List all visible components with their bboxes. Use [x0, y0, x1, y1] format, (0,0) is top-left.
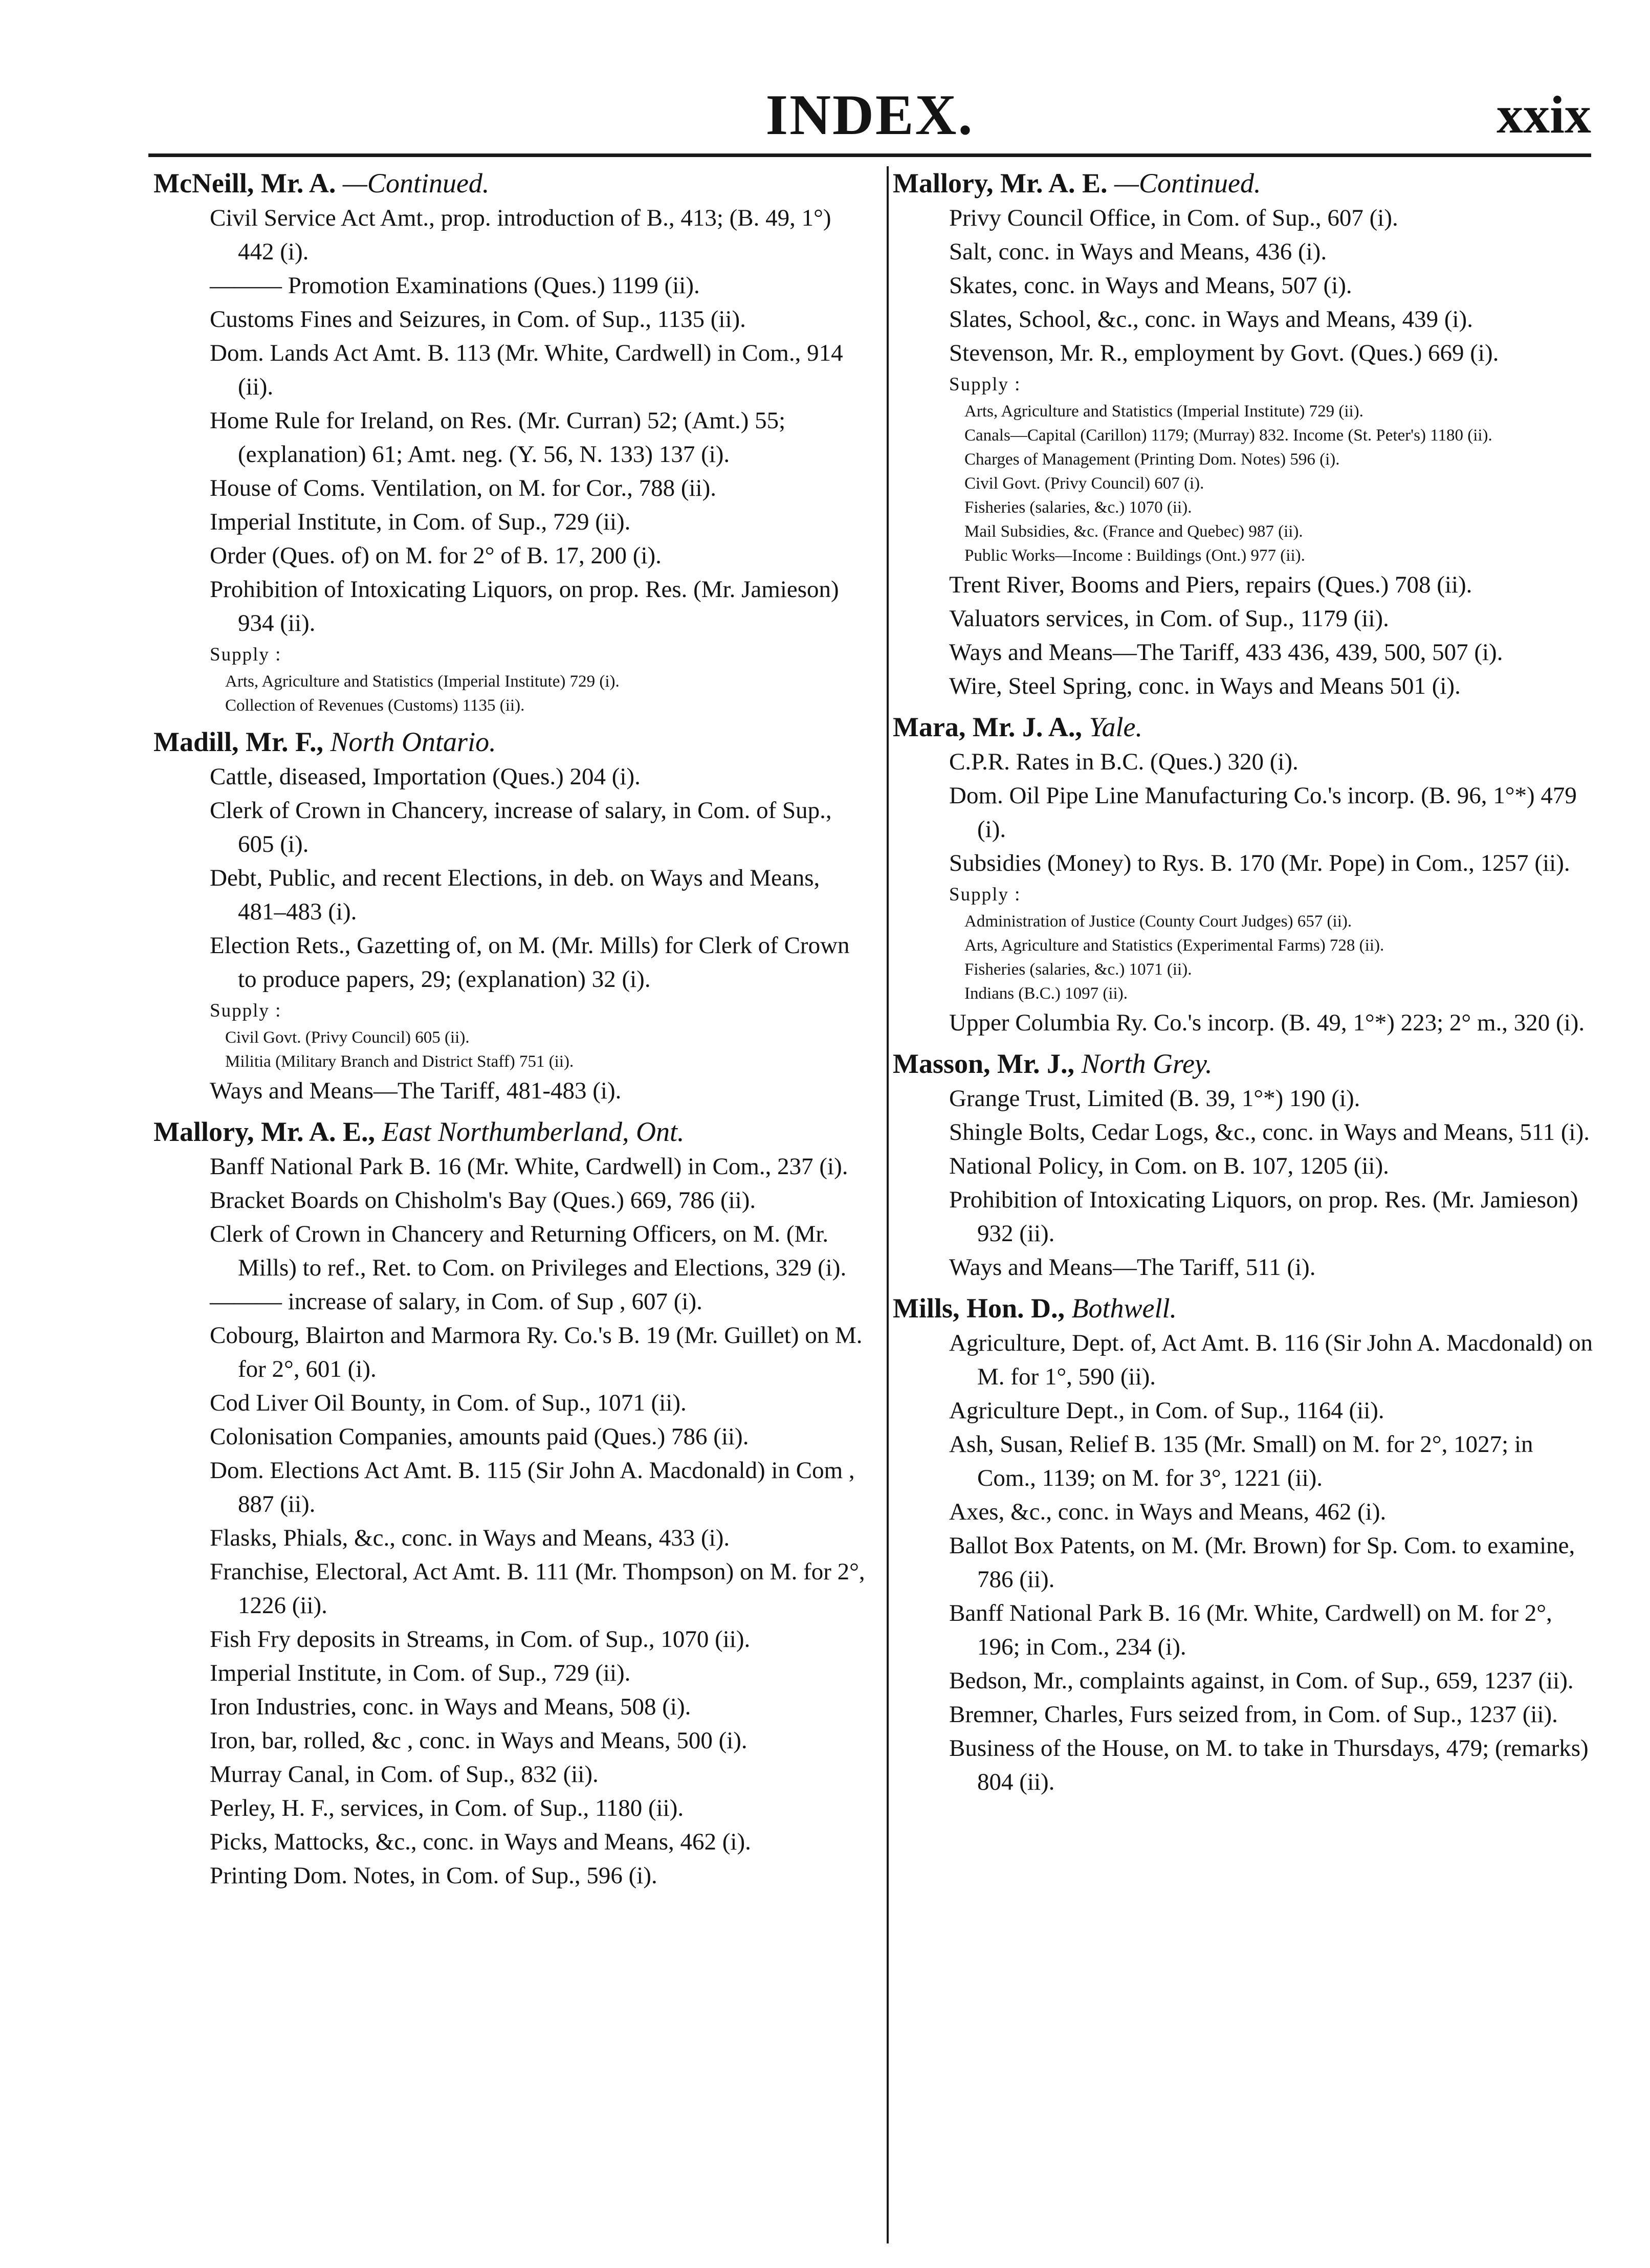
member-name: Mara, Mr. J. A.,	[893, 712, 1082, 742]
index-entry	[893, 1047, 1596, 1284]
index-line: National Policy, in Com. on B. 107, 1205 (ii).	[949, 1153, 1389, 1179]
index-line: Customs Fines and Seizures, in Com. of Sup., 1135 (ii).	[210, 306, 746, 333]
index-line: Civil Service Act Amt., prop. introduction of B., 413; (B. 49, 1°) 442 (i).	[210, 205, 831, 265]
header-rule	[148, 153, 1591, 157]
index-line: Slates, School, &c., conc. in Ways and Means, 439 (i).	[949, 306, 1473, 333]
index-line: Wire, Steel Spring, conc. in Ways and Means 501 (i).	[949, 673, 1461, 699]
index-line: Subsidies (Money) to Rys. B. 170 (Mr. Pope) in Com., 1257 (ii).	[949, 850, 1570, 876]
index-entry	[893, 166, 1596, 703]
entry-heading	[153, 725, 872, 759]
supply-item: Arts, Agriculture and Statistics (Imperial Institute) 729 (ii).	[964, 402, 1363, 421]
supply-item: Administration of Justice (County Court Judges) 657 (ii).	[964, 912, 1352, 931]
index-line: Privy Council Office, in Com. of Sup., 607 (i).	[949, 205, 1398, 231]
index-line: Ways and Means—The Tariff, 481-483 (i).	[210, 1077, 622, 1104]
index-line: Grange Trust, Limited (B. 39, 1°*) 190 (i).	[949, 1085, 1360, 1112]
index-line: Bedson, Mr., complaints against, in Com. of Sup., 659, 1237 (ii).	[949, 1667, 1574, 1694]
index-line: Axes, &c., conc. in Ways and Means, 462 (i).	[949, 1499, 1387, 1525]
member-name: Mills, Hon. D.,	[893, 1293, 1065, 1324]
index-line: Agriculture Dept., in Com. of Sup., 1164 (ii).	[949, 1397, 1384, 1424]
index-line: Clerk of Crown in Chancery, increase of salary, in Com. of Sup., 605 (i).	[210, 797, 832, 857]
supply-label: Supply :	[210, 644, 282, 665]
supply-item: Militia (Military Branch and District Staff) 751 (ii).	[225, 1052, 574, 1071]
entry-suffix: Yale.	[1089, 712, 1142, 742]
index-line: Ballot Box Patents, on M. (Mr. Brown) for Sp. Com. to examine, 786 (ii).	[949, 1532, 1575, 1593]
index-line: Prohibition of Intoxicating Liquors, on prop. Res. (Mr. Jamieson) 934 (ii).	[210, 576, 839, 636]
index-line: Election Rets., Gazetting of, on M. (Mr. Mills) for Clerk of Crown to produce papers, 29; (explanation) 32 (i).	[210, 932, 850, 993]
index-line: Salt, conc. in Ways and Means, 436 (i).	[949, 238, 1327, 265]
index-line: Dom. Lands Act Amt. B. 113 (Mr. White, Cardwell) in Com., 914 (ii).	[210, 340, 843, 400]
index-line: Upper Columbia Ry. Co.'s incorp. (B. 49, 1°*) 223; 2° m., 320 (i).	[949, 1009, 1585, 1036]
index-line: Iron Industries, conc. in Ways and Means, 508 (i).	[210, 1693, 691, 1720]
supply-item: Arts, Agriculture and Statistics (Imperial Institute) 729 (i).	[225, 672, 620, 691]
index-line: Stevenson, Mr. R., employment by Govt. (Ques.) 669 (i).	[949, 340, 1499, 366]
index-line: Murray Canal, in Com. of Sup., 832 (ii).	[210, 1761, 599, 1788]
index-line: ——— Promotion Examinations (Ques.) 1199 (ii).	[210, 272, 700, 299]
supply-item: Fisheries (salaries, &c.) 1071 (ii).	[964, 960, 1192, 979]
index-line: Bremner, Charles, Furs seized from, in Com. of Sup., 1237 (ii).	[949, 1701, 1558, 1728]
index-entry	[153, 725, 872, 1108]
index-line: Skates, conc. in Ways and Means, 507 (i).	[949, 272, 1352, 299]
index-line: Ways and Means—The Tariff, 433 436, 439, 500, 507 (i).	[949, 639, 1503, 666]
index-line: Dom. Oil Pipe Line Manufacturing Co.'s incorp. (B. 96, 1°*) 479 (i).	[949, 782, 1577, 843]
entry-heading	[893, 166, 1596, 200]
index-line: Trent River, Booms and Piers, repairs (Ques.) 708 (ii).	[949, 571, 1472, 598]
entry-heading	[893, 1047, 1596, 1081]
index-line: Fish Fry deposits in Streams, in Com. of Sup., 1070 (ii).	[210, 1626, 751, 1653]
index-line: Dom. Elections Act Amt. B. 115 (Sir John A. Macdonald) in Com , 887 (ii).	[210, 1457, 855, 1517]
index-line: Franchise, Electoral, Act Amt. B. 111 (Mr. Thompson) on M. for 2°, 1226 (ii).	[210, 1558, 865, 1619]
page-header	[148, 77, 1591, 153]
entry-suffix: —Continued.	[342, 168, 490, 199]
entry-heading	[893, 710, 1596, 744]
index-line: Flasks, Phials, &c., conc. in Ways and Means, 433 (i).	[210, 1525, 730, 1551]
index-line: House of Coms. Ventilation, on M. for Cor., 788 (ii).	[210, 475, 717, 501]
index-line: Iron, bar, rolled, &c , conc. in Ways and Means, 500 (i).	[210, 1727, 747, 1754]
supply-item: Civil Govt. (Privy Council) 607 (i).	[964, 474, 1204, 493]
index-line: Banff National Park B. 16 (Mr. White, Cardwell) on M. for 2°, 196; in Com., 234 (i).	[949, 1600, 1552, 1660]
member-name: Mallory, Mr. A. E.,	[153, 1116, 375, 1147]
entry-heading	[893, 1291, 1596, 1325]
index-line: Imperial Institute, in Com. of Sup., 729 (ii).	[210, 509, 631, 535]
index-entry	[893, 710, 1596, 1040]
entry-suffix: —Continued.	[1114, 168, 1261, 199]
index-line: Agriculture, Dept. of, Act Amt. B. 116 (Sir John A. Macdonald) on M. for 1°, 590 (ii).	[949, 1330, 1593, 1390]
supply-item: Civil Govt. (Privy Council) 605 (ii).	[225, 1028, 470, 1047]
supply-item: Arts, Agriculture and Statistics (Experimental Farms) 728 (ii).	[964, 936, 1384, 955]
index-entry	[153, 166, 872, 718]
entry-suffix: Bothwell.	[1071, 1293, 1177, 1324]
supply-item: Indians (B.C.) 1097 (ii).	[964, 984, 1128, 1003]
index-line: Imperial Institute, in Com. of Sup., 729 (ii).	[210, 1660, 631, 1686]
member-name: McNeill, Mr. A.	[153, 168, 336, 199]
index-line: Business of the House, on M. to take in Thursdays, 479; (remarks) 804 (ii).	[949, 1735, 1589, 1795]
member-name: Madill, Mr. F.,	[153, 726, 324, 757]
index-line: Ways and Means—The Tariff, 511 (i).	[949, 1254, 1316, 1281]
page-title: INDEX.	[765, 83, 974, 147]
index-line: Valuators services, in Com. of Sup., 1179 (ii).	[949, 605, 1389, 632]
entry-suffix: East Northumberland, Ont.	[382, 1116, 685, 1147]
member-name: Masson, Mr. J.,	[893, 1048, 1075, 1079]
supply-item: Fisheries (salaries, &c.) 1070 (ii).	[964, 498, 1192, 517]
supply-item: Public Works—Income : Buildings (Ont.) 977 (ii).	[964, 546, 1305, 565]
entry-heading	[153, 166, 872, 200]
index-line: C.P.R. Rates in B.C. (Ques.) 320 (i).	[949, 748, 1299, 775]
index-line: Cod Liver Oil Bounty, in Com. of Sup., 1071 (ii).	[210, 1390, 687, 1416]
index-line: ——— increase of salary, in Com. of Sup , 607 (i).	[210, 1288, 702, 1315]
index-line: Bracket Boards on Chisholm's Bay (Ques.) 669, 786 (ii).	[210, 1187, 756, 1214]
index-line: Picks, Mattocks, &c., conc. in Ways and Means, 462 (i).	[210, 1829, 751, 1855]
index-line: Home Rule for Ireland, on Res. (Mr. Curran) 52; (Amt.) 55; (explanation) 61; Amt. neg. (Y. 56, N. 133) 137 (i).	[210, 407, 786, 468]
index-line: Perley, H. F., services, in Com. of Sup., 1180 (ii).	[210, 1795, 684, 1821]
index-line: Debt, Public, and recent Elections, in deb. on Ways and Means, 481–483 (i).	[210, 865, 820, 925]
supply-item: Canals—Capital (Carillon) 1179; (Murray) 832. Income (St. Peter's) 1180 (ii).	[964, 426, 1492, 445]
member-name: Mallory, Mr. A. E.	[893, 168, 1108, 199]
supply-label: Supply :	[949, 374, 1021, 395]
index-line: Clerk of Crown in Chancery and Returning Officers, on M. (Mr. Mills) to ref., Ret. to Com. on Privileges and Elections, 329 (i).	[210, 1221, 847, 1281]
index-line: Printing Dom. Notes, in Com. of Sup., 596 (i).	[210, 1862, 657, 1889]
supply-label: Supply :	[949, 884, 1021, 905]
index-line: Cattle, diseased, Importation (Ques.) 204 (i).	[210, 763, 641, 790]
supply-item: Charges of Management (Printing Dom. Notes) 596 (i).	[964, 450, 1340, 469]
right-column	[893, 166, 1596, 1806]
supply-label: Supply :	[210, 1000, 282, 1021]
entry-suffix: North Ontario.	[330, 726, 496, 757]
left-column	[153, 166, 872, 1900]
index-line: Ash, Susan, Relief B. 135 (Mr. Small) on M. for 2°, 1027; in Com., 1139; on M. for 3°, 1221 (ii).	[949, 1431, 1533, 1491]
index-line: Order (Ques. of) on M. for 2° of B. 17, 200 (i).	[210, 542, 662, 569]
index-entry	[893, 1291, 1596, 1799]
column-divider	[887, 166, 889, 2243]
supply-item: Collection of Revenues (Customs) 1135 (ii).	[225, 696, 525, 715]
index-entry	[153, 1115, 872, 1892]
page-number: xxix	[1497, 85, 1591, 144]
entry-heading	[153, 1115, 872, 1149]
index-line: Prohibition of Intoxicating Liquors, on prop. Res. (Mr. Jamieson) 932 (ii).	[949, 1186, 1578, 1247]
index-line: Banff National Park B. 16 (Mr. White, Cardwell) in Com., 237 (i).	[210, 1153, 848, 1180]
supply-item: Mail Subsidies, &c. (France and Quebec) 987 (ii).	[964, 522, 1303, 541]
index-line: Cobourg, Blairton and Marmora Ry. Co.'s B. 19 (Mr. Guillet) on M. for 2°, 601 (i).	[210, 1322, 863, 1382]
index-line: Colonisation Companies, amounts paid (Ques.) 786 (ii).	[210, 1423, 749, 1450]
entry-suffix: North Grey.	[1081, 1048, 1213, 1079]
index-line: Shingle Bolts, Cedar Logs, &c., conc. in Ways and Means, 511 (i).	[949, 1119, 1590, 1146]
